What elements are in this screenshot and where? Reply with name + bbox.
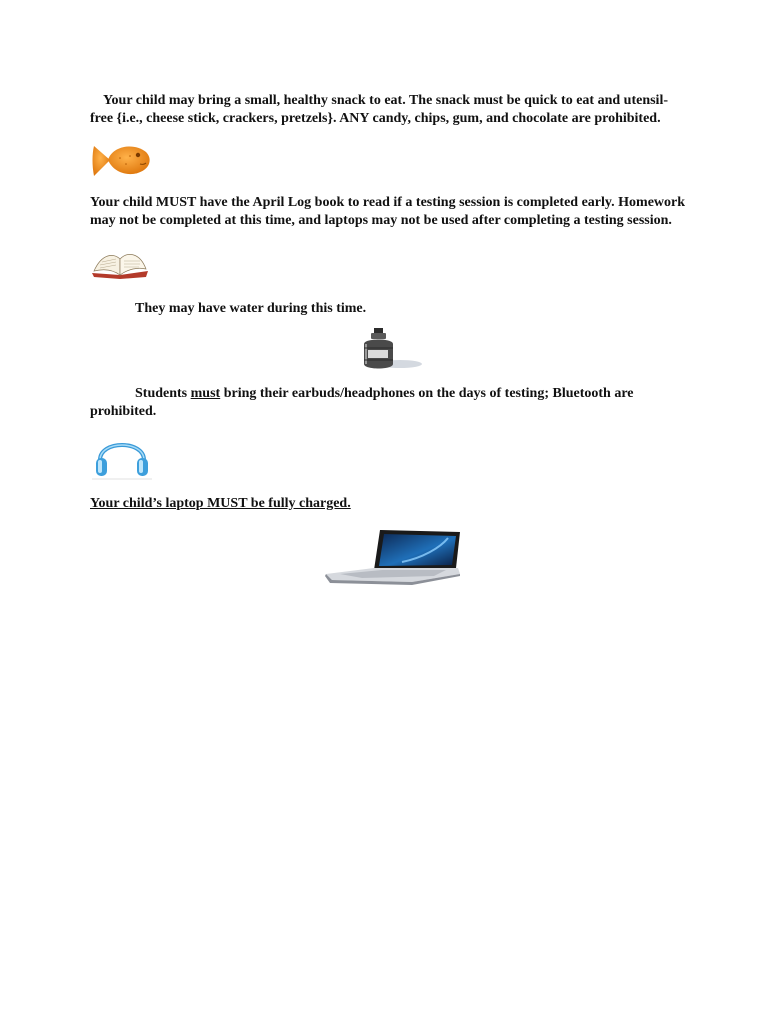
water-paragraph: They may have water during this time. (135, 301, 367, 316)
snack-paragraph: Your child may bring a small, healthy snack to eat. The snack must be quick to eat and utensil-free {i.e., cheese stick, crackers, pretzels}. ANY candy, chips, gum, and chocolate are prohibited. (90, 93, 668, 126)
laptop-icon (322, 528, 464, 586)
book-paragraph: Your child MUST have the April Log book to read if a testing session is completed early. Homework may not be completed at this time, and laptops may not be used after completing a testing session. (90, 195, 686, 228)
headphones-text-end: bring their earbuds/headphones on the days of testing; Bluetooth are prohibited. (90, 386, 634, 419)
headphones-emphasis: must (190, 386, 221, 401)
water-bottle-icon (360, 326, 424, 372)
headphones-text-start: Students (135, 386, 188, 401)
laptop-paragraph: Your child’s laptop MUST be fully charged. (90, 496, 351, 511)
open-book-icon (90, 249, 150, 279)
goldfish-cracker-icon (90, 138, 152, 182)
headphones-icon (92, 430, 152, 480)
headphones-paragraph (90, 385, 686, 421)
